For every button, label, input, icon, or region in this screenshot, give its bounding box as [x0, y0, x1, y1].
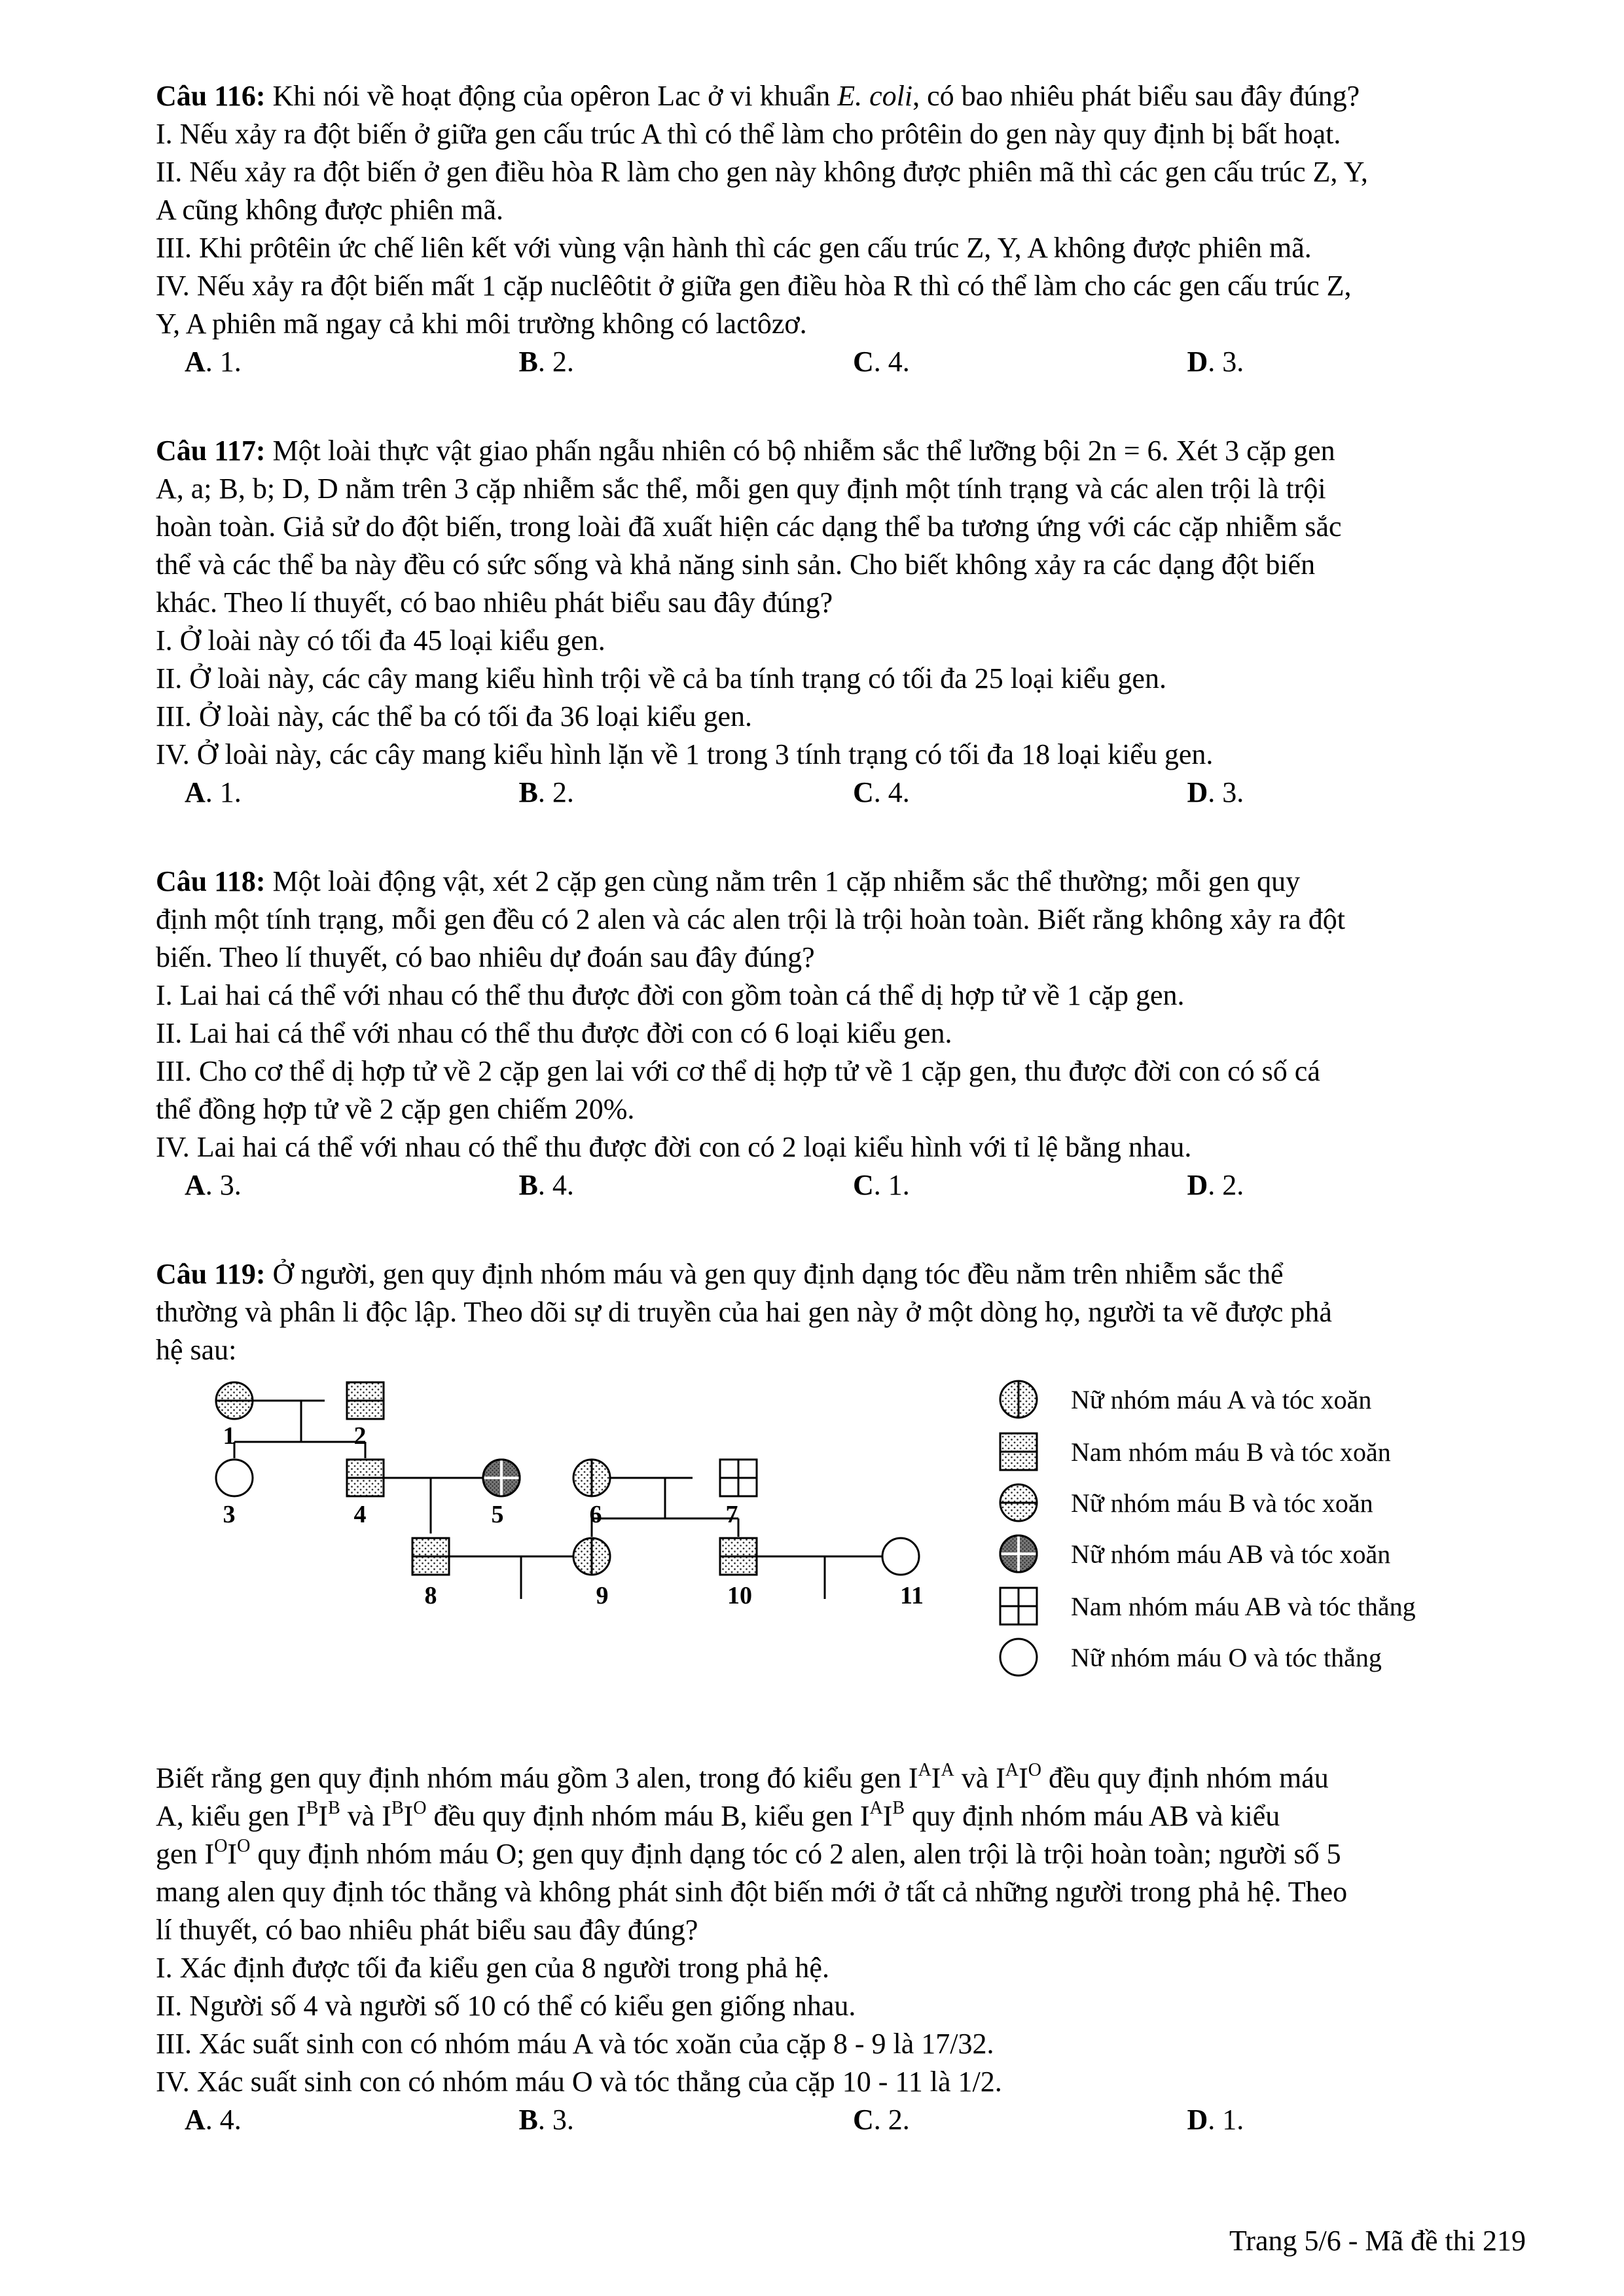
pedigree-numbers	[223, 1422, 924, 1609]
individual-9	[573, 1538, 610, 1575]
statement-3-cont: thể đồng hợp tử về 2 cặp gen chiếm 20%.	[156, 1093, 635, 1125]
legend-symbol-female-o	[1000, 1639, 1037, 1676]
legend-symbol-male-ab	[1000, 1588, 1037, 1624]
stem-line: hoàn toàn. Giả sử do đột biến, trong loài đã xuất hiện các dạng thể ba tương ứng với các cặp nhiễm sắc	[156, 511, 1342, 543]
stem-line: thể và các thể ba này đều có sức sống và khả năng sinh sản. Cho biết không xảy ra các dạng đột biến	[156, 548, 1316, 581]
choice-d[interactable]: D. 3.	[1187, 776, 1244, 808]
choice-d[interactable]: D. 1.	[1187, 2104, 1244, 2136]
statement-3: III. Khi prôtêin ức chế liên kết với vùng vận hành thì các gen cấu trúc Z, Y, A không được phiên mã.	[156, 232, 1312, 264]
statement-4: IV. Ở loài này, các cây mang kiểu hình lặn về 1 trong 3 tính trạng có tối đa 18 loại kiểu gen.	[156, 738, 1214, 770]
statement-4: IV. Nếu xảy ra đột biến mất 1 cặp nuclêôtit ở giữa gen điều hòa R thì có thể làm cho các gen cấu trúc Z,	[156, 270, 1352, 302]
individual-7	[720, 1460, 757, 1496]
statement-4: IV. Lai hai cá thể với nhau có thể thu được đời con có 2 loại kiểu hình với tỉ lệ bằng nhau.	[156, 1131, 1192, 1163]
choice-a[interactable]: A. 3.	[185, 1169, 242, 1201]
pedigree-lines	[234, 1401, 882, 1599]
individual-5	[483, 1460, 520, 1496]
legend-label: Nam nhóm máu AB và tóc thẳng	[1071, 1592, 1416, 1621]
genetics-paragraph: Biết rằng gen quy định nhóm máu gồm 3 alen, trong đó kiểu gen $I^AI^A$ và $I^AI^O$ đều quy định nhóm máu	[156, 1760, 1329, 1794]
individual-2	[347, 1382, 384, 1419]
stem-line: hệ sau:	[156, 1334, 237, 1366]
choice-c[interactable]: C. 2.	[853, 2104, 910, 2136]
question-119	[156, 1255, 1521, 2139]
question-118	[156, 863, 1521, 1204]
legend-label: Nữ nhóm máu B và tóc xoăn	[1071, 1488, 1373, 1518]
choice-c[interactable]: C. 4.	[853, 776, 910, 808]
label-11: 11	[900, 1582, 924, 1609]
individual-6	[573, 1460, 610, 1496]
stem-line: biến. Theo lí thuyết, có bao nhiêu dự đoán sau đây đúng?	[156, 941, 815, 973]
statement-1: I. Lai hai cá thể với nhau có thể thu được đời con gồm toàn cá thể dị hợp tử về 1 cặp gen.	[156, 979, 1185, 1011]
label-2: 2	[353, 1422, 367, 1450]
legend-label: Nam nhóm máu B và tóc xoăn	[1071, 1437, 1391, 1467]
statement-3: III. Ở loài này, các thể ba có tối đa 36 loại kiểu gen.	[156, 700, 753, 732]
genetics-paragraph: gen $I^OI^O$ quy định nhóm máu O; gen quy định dạng tóc có 2 alen, alen trội là trội hoàn toàn; người số 5	[156, 1836, 1341, 1870]
answer-choices	[156, 343, 1521, 381]
statement-1: I. Nếu xảy ra đột biến ở giữa gen cấu trúc A thì có thể làm cho prôtêin do gen này quy định bị bất hoạt.	[156, 118, 1341, 150]
genetics-paragraph: lí thuyết, có bao nhiêu phát biểu sau đây đúng?	[156, 1914, 698, 1946]
legend-symbol-female-ab	[1000, 1535, 1037, 1572]
question-label: Câu 117:	[156, 435, 266, 467]
stem-line: A, a; B, b; D, D nằm trên 3 cặp nhiễm sắc thể, mỗi gen quy định một tính trạng và các alen trội là trội	[156, 473, 1326, 505]
individual-10	[720, 1538, 757, 1575]
answer-choices	[156, 2101, 1521, 2139]
question-label: Câu 119:	[156, 1258, 266, 1290]
question-116	[156, 77, 1521, 381]
statement-1: I. Ở loài này có tối đa 45 loại kiểu gen.	[156, 624, 605, 656]
label-3: 3	[223, 1501, 236, 1528]
label-4: 4	[353, 1501, 367, 1528]
statement-2: II. Ở loài này, các cây mang kiểu hình trội về cả ba tính trạng có tối đa 25 loại kiểu gen.	[156, 662, 1166, 694]
statement-3: III. Xác suất sinh con có nhóm máu A và tóc xoăn của cặp 8 - 9 là 17/32.	[156, 2028, 994, 2060]
answer-choices	[156, 1166, 1521, 1204]
page-footer: Trang 5/6 - Mã đề thi 219	[1229, 2225, 1526, 2257]
statement-2: II. Người số 4 và người số 10 có thể có kiểu gen giống nhau.	[156, 1990, 856, 2022]
legend-symbol-female-a	[1000, 1381, 1037, 1418]
choice-a[interactable]: A. 1.	[185, 346, 242, 378]
label-8: 8	[424, 1582, 437, 1609]
statement-4: IV. Xác suất sinh con có nhóm máu O và tóc thẳng của cặp 10 - 11 là 1/2.	[156, 2066, 1002, 2098]
legend-symbol-male-b	[1000, 1433, 1037, 1470]
label-10: 10	[727, 1582, 752, 1609]
choice-a[interactable]: A. 4.	[185, 2104, 242, 2136]
genetics-paragraph: A, kiểu gen $I^BI^B$ và $I^BI^O$ đều quy định nhóm máu B, kiểu gen $I^AI^B$ quy định nhóm máu AB và kiểu	[156, 1798, 1280, 1832]
individual-8	[412, 1538, 449, 1575]
choice-b[interactable]: B. 4.	[518, 1169, 574, 1201]
pedigree-legend	[1000, 1381, 1416, 1676]
stem-line: định một tính trạng, mỗi gen đều có 2 alen và các alen trội là trội hoàn toàn. Biết rằng không xảy ra đột	[156, 903, 1345, 935]
individual-3	[216, 1460, 253, 1496]
choice-b[interactable]: B. 3.	[518, 2104, 574, 2136]
question-117	[156, 432, 1521, 812]
statement-2-cont: A cũng không được phiên mã.	[156, 194, 504, 226]
label-5: 5	[491, 1501, 504, 1528]
statement-2: II. Nếu xảy ra đột biến ở gen điều hòa R làm cho gen này không được phiên mã thì các gen cấu trúc Z, Y,	[156, 156, 1368, 188]
legend-labels	[1071, 1385, 1416, 1672]
individual-11	[882, 1538, 919, 1575]
exam-page	[156, 77, 1521, 2190]
choice-b[interactable]: B. 2.	[518, 776, 574, 808]
pedigree-diagram	[156, 1373, 1521, 1733]
question-117-stem: Câu 117: Một loài thực vật giao phấn ngẫu nhiên có bộ nhiễm sắc thể lưỡng bội 2n = 6. Xét 3 cặp gen	[156, 435, 1335, 467]
choice-d[interactable]: D. 3.	[1187, 346, 1244, 378]
choice-d[interactable]: D. 2.	[1187, 1169, 1244, 1201]
question-label: Câu 118:	[156, 865, 266, 897]
legend-symbol-female-b	[1000, 1484, 1037, 1521]
legend-label: Nữ nhóm máu A và tóc xoăn	[1071, 1385, 1372, 1414]
choice-c[interactable]: C. 4.	[853, 346, 910, 378]
choice-b[interactable]: B. 2.	[518, 346, 574, 378]
genetics-paragraph: mang alen quy định tóc thẳng và không phát sinh đột biến mới ở tất cả những người trong phả hệ. Theo	[156, 1876, 1348, 1908]
choice-a[interactable]: A. 1.	[185, 776, 242, 808]
question-119-stem: Câu 119: Ở người, gen quy định nhóm máu và gen quy định dạng tóc đều nằm trên nhiễm sắc thể	[156, 1258, 1284, 1290]
statement-4-cont: Y, A phiên mã ngay cả khi môi trường không có lactôzơ.	[156, 308, 807, 340]
pedigree-figure	[156, 1373, 1521, 1733]
label-6: 6	[589, 1501, 602, 1528]
stem-line: thường và phân li độc lập. Theo dõi sự di truyền của hai gen này ở một dòng họ, người ta vẽ được phả	[156, 1296, 1332, 1328]
legend-label: Nữ nhóm máu O và tóc thẳng	[1071, 1643, 1382, 1672]
pedigree-individuals	[216, 1382, 919, 1575]
question-116-stem: Câu 116: Khi nói về hoạt động của opêron Lac ở vi khuẩn E. coli, có bao nhiêu phát biểu sau đây đúng?	[156, 80, 1360, 112]
statement-3: III. Cho cơ thể dị hợp tử về 2 cặp gen lai với cơ thể dị hợp tử về 1 cặp gen, thu được đời con có số cá	[156, 1055, 1320, 1087]
individual-1	[216, 1382, 253, 1419]
stem-line: khác. Theo lí thuyết, có bao nhiêu phát biểu sau đây đúng?	[156, 586, 833, 619]
statement-1: I. Xác định được tối đa kiểu gen của 8 người trong phả hệ.	[156, 1952, 829, 1984]
choice-c[interactable]: C. 1.	[853, 1169, 910, 1201]
statement-2: II. Lai hai cá thể với nhau có thể thu được đời con có 6 loại kiểu gen.	[156, 1017, 952, 1049]
answer-choices	[156, 774, 1521, 812]
question-label: Câu 116:	[156, 80, 266, 112]
question-118-stem: Câu 118: Một loài động vật, xét 2 cặp gen cùng nằm trên 1 cặp nhiễm sắc thể thường; mỗi gen quy	[156, 865, 1301, 897]
label-1: 1	[223, 1422, 236, 1450]
label-9: 9	[596, 1582, 609, 1609]
individual-4	[347, 1460, 384, 1496]
legend-label: Nữ nhóm máu AB và tóc xoăn	[1071, 1539, 1391, 1569]
label-7: 7	[725, 1501, 738, 1528]
